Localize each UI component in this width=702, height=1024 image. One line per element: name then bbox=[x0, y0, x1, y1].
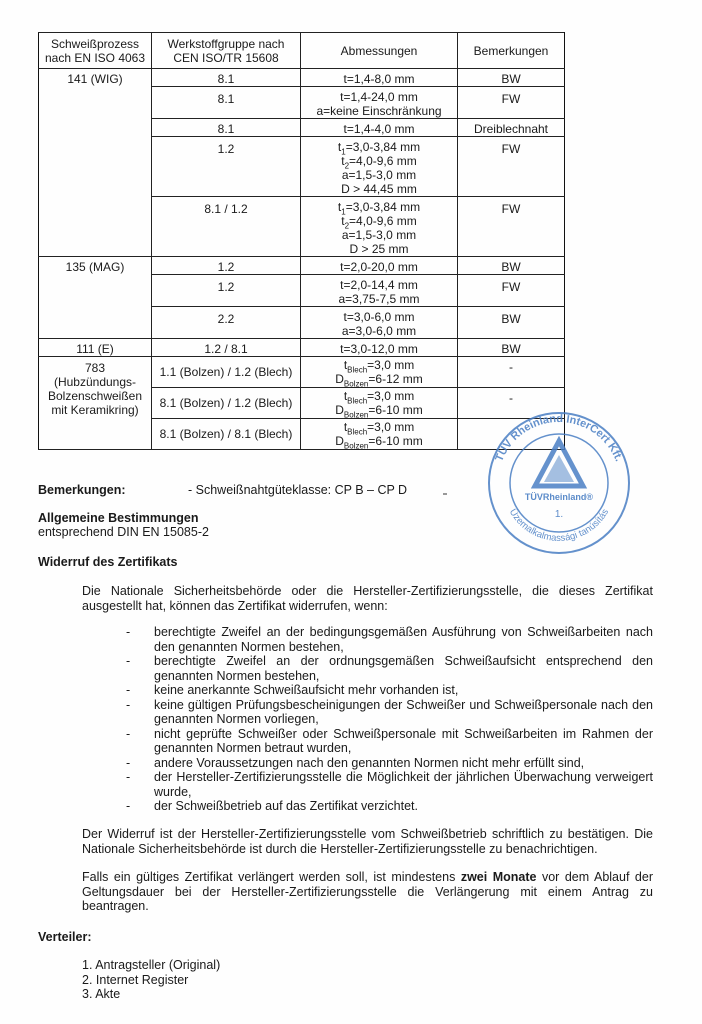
stamp-brand: TÜVRheinland® bbox=[524, 492, 594, 502]
cell-remarks: BW bbox=[458, 257, 565, 275]
cell-remarks: - bbox=[458, 357, 565, 388]
list-item: - keine anerkannte Schweißaufsicht mehr vorhanden ist, bbox=[126, 683, 653, 698]
list-item: - andere Voraussetzungen nach den genannten Normen nicht mehr erfüllt sind, bbox=[126, 756, 653, 771]
cell-dimensions: $t_1=3,0-3,84$ mm $t_2=4,0-9,6$ mm a=1,5-3,0 mm D > 44,45 mm bbox=[301, 137, 458, 197]
cell-remarks: Dreiblechnaht bbox=[458, 119, 565, 137]
col-header-remarks: Bemerkungen bbox=[458, 33, 565, 69]
cell-material-group: 2.2 bbox=[152, 307, 301, 339]
table-row bbox=[39, 357, 565, 388]
cell-process: 111 (E) bbox=[39, 339, 152, 357]
welding-scope-table bbox=[38, 32, 565, 450]
cell-material-group: 1.2 bbox=[152, 275, 301, 307]
cell-dimensions: t=1,4-4,0 mm bbox=[301, 119, 458, 137]
cell-material-group: 1.1 (Bolzen) / 1.2 (Blech) bbox=[152, 357, 301, 388]
cell-material-group: 8.1 / 1.2 bbox=[152, 197, 301, 257]
cell-dimensions: t=1,4-8,0 mm bbox=[301, 69, 458, 87]
cell-dimensions: t=1,4-24,0 mm a=keine Einschränkung bbox=[301, 87, 458, 119]
tuv-rheinland-stamp bbox=[484, 408, 634, 558]
general-provisions-text: entsprechend DIN EN 15085-2 bbox=[38, 525, 209, 539]
cell-remarks: FW bbox=[458, 87, 565, 119]
stamp-number: 1. bbox=[554, 509, 564, 520]
cell-remarks: FW bbox=[458, 275, 565, 307]
cell-material-group: 1.2 bbox=[152, 137, 301, 197]
list-item: - der Schweißbetrieb auf das Zertifikat verzichtet. bbox=[126, 799, 653, 814]
cell-material-group: 8.1 (Bolzen) / 8.1 (Blech) bbox=[152, 419, 301, 450]
cell-dimensions: $t_{Blech}=3,0$ mm $D_{Bolzen}=6-10$ mm bbox=[301, 388, 458, 419]
cell-process: 783 (Hubzündungs- Bolzenschweißen mit Keramikring) bbox=[39, 357, 152, 450]
list-item: 3. Akte bbox=[82, 987, 121, 1001]
cell-remarks: FW bbox=[458, 137, 565, 197]
table-row bbox=[39, 339, 565, 357]
cell-material-group: 1.2 bbox=[152, 257, 301, 275]
list-item: - berechtigte Zweifel an der ordnungsgemäßen Schweißaufsicht entsprechend den genannten Normen bestehen, bbox=[126, 654, 653, 683]
cell-material-group: 8.1 (Bolzen) / 1.2 (Blech) bbox=[152, 388, 301, 419]
cell-dimensions: t=2,0-20,0 mm bbox=[301, 257, 458, 275]
cell-remarks: BW bbox=[458, 307, 565, 339]
cell-dimensions: $t_1=3,0-3,84$ mm $t_2=4,0-9,6$ mm a=1,5-3,0 mm D > 25 mm bbox=[301, 197, 458, 257]
cell-process: 135 (MAG) bbox=[39, 257, 152, 339]
cell-dimensions: t=3,0-6,0 mm a=3,0-6,0 mm bbox=[301, 307, 458, 339]
general-provisions-title: Allgemeine Bestimmungen bbox=[38, 511, 199, 525]
table-row bbox=[39, 69, 565, 87]
revocation-intro: Die Nationale Sicherheitsbehörde oder die Hersteller-Zertifizierungsstelle, die dieses Zertifikat ausgestellt hat, können das Zertifikat widerrufen, wenn: bbox=[82, 584, 653, 613]
cell-material-group: 8.1 bbox=[152, 87, 301, 119]
cell-remarks: BW bbox=[458, 69, 565, 87]
extension-text-end: vor dem Ablauf der Geltungsdauer bei der Hersteller-Zertifizierungsstelle die Verlängerung mit einem Antrag zu beantragen. bbox=[82, 870, 653, 913]
revocation-confirmation-paragraph: Der Widerruf ist der Hersteller-Zertifizierungsstelle vom Schweißbetrieb schriftlich zu bestätigen. Die Nationale Sicherheitsbehörde ist durch die Hersteller-Zertifizierungsstelle zu benachrichtigen. bbox=[82, 827, 653, 856]
cell-dimensions: $t_{Blech}=3,0$ mm $D_{Bolzen}=6-12$ mm bbox=[301, 357, 458, 388]
distribution-list bbox=[82, 958, 220, 1002]
col-header-dimensions: Abmessungen bbox=[301, 33, 458, 69]
list-item: - nicht geprüfte Schweißer oder Schweißpersonale mit Schweißarbeiten im Rahmen der genannten Normen betraut wurden, bbox=[126, 727, 653, 756]
list-item: - der Hersteller-Zertifizierungsstelle die Möglichkeit der jährlichen Überwachung verweigert wurde, bbox=[126, 770, 653, 799]
extension-text-start: Falls ein gültiges Zertifikat verlängert werden soll, ist mindestens bbox=[82, 870, 461, 884]
list-item: 2. Internet Register bbox=[82, 972, 189, 987]
cell-material-group: 1.2 / 8.1 bbox=[152, 339, 301, 357]
cell-material-group: 8.1 bbox=[152, 119, 301, 137]
revocation-conditions-list bbox=[126, 625, 653, 814]
cell-remarks: - bbox=[458, 388, 565, 419]
cell-remarks: FW bbox=[458, 197, 565, 257]
list-item: - berechtigte Zweifel an der bedingungsgemäßen Ausführung von Schweißarbeiten nach den genannten Normen bestehen, bbox=[126, 625, 653, 654]
table-row bbox=[39, 257, 565, 275]
col-header-material-group: Werkstoffgruppe nach CEN ISO/TR 15608 bbox=[152, 33, 301, 69]
col-header-process: Schweißprozess nach EN ISO 4063 bbox=[39, 33, 152, 69]
list-item: 1. Antragsteller (Original) bbox=[82, 958, 221, 972]
cell-dimensions: $t_{Blech}=3,0$ mm $D_{Bolzen}=6-10$ mm bbox=[301, 419, 458, 450]
extension-paragraph bbox=[82, 870, 653, 914]
list-item: - keine gültigen Prüfungsbescheinigungen der Schweißer und Schweißpersonale nach den genannten Normen vorliegen, bbox=[126, 698, 653, 727]
cell-material-group: 8.1 bbox=[152, 69, 301, 87]
cell-dimensions: t=2,0-14,4 mm a=3,75-7,5 mm bbox=[301, 275, 458, 307]
stamp-top-text: TÜV Rheinland InterCert Kft. bbox=[493, 412, 625, 464]
cell-process: 141 (WIG) bbox=[39, 69, 152, 257]
remarks-label: Bemerkungen: bbox=[38, 483, 126, 497]
table-header-row bbox=[39, 33, 565, 69]
remarks-text: - Schweißnahtgüteklasse: CP B – CP D bbox=[188, 483, 408, 497]
cell-remarks: BW bbox=[458, 339, 565, 357]
cell-dimensions: t=3,0-12,0 mm bbox=[301, 339, 458, 357]
revocation-title: Widerruf des Zertifikats bbox=[38, 555, 178, 569]
scan-speck bbox=[443, 493, 447, 495]
stamp-bottom-text: Üzemalkalmassági tanúsítás bbox=[506, 507, 612, 544]
extension-deadline: zwei Monate bbox=[460, 870, 537, 884]
tuv-triangle-logo-icon bbox=[535, 441, 583, 486]
distribution-label: Verteiler: bbox=[38, 930, 92, 944]
